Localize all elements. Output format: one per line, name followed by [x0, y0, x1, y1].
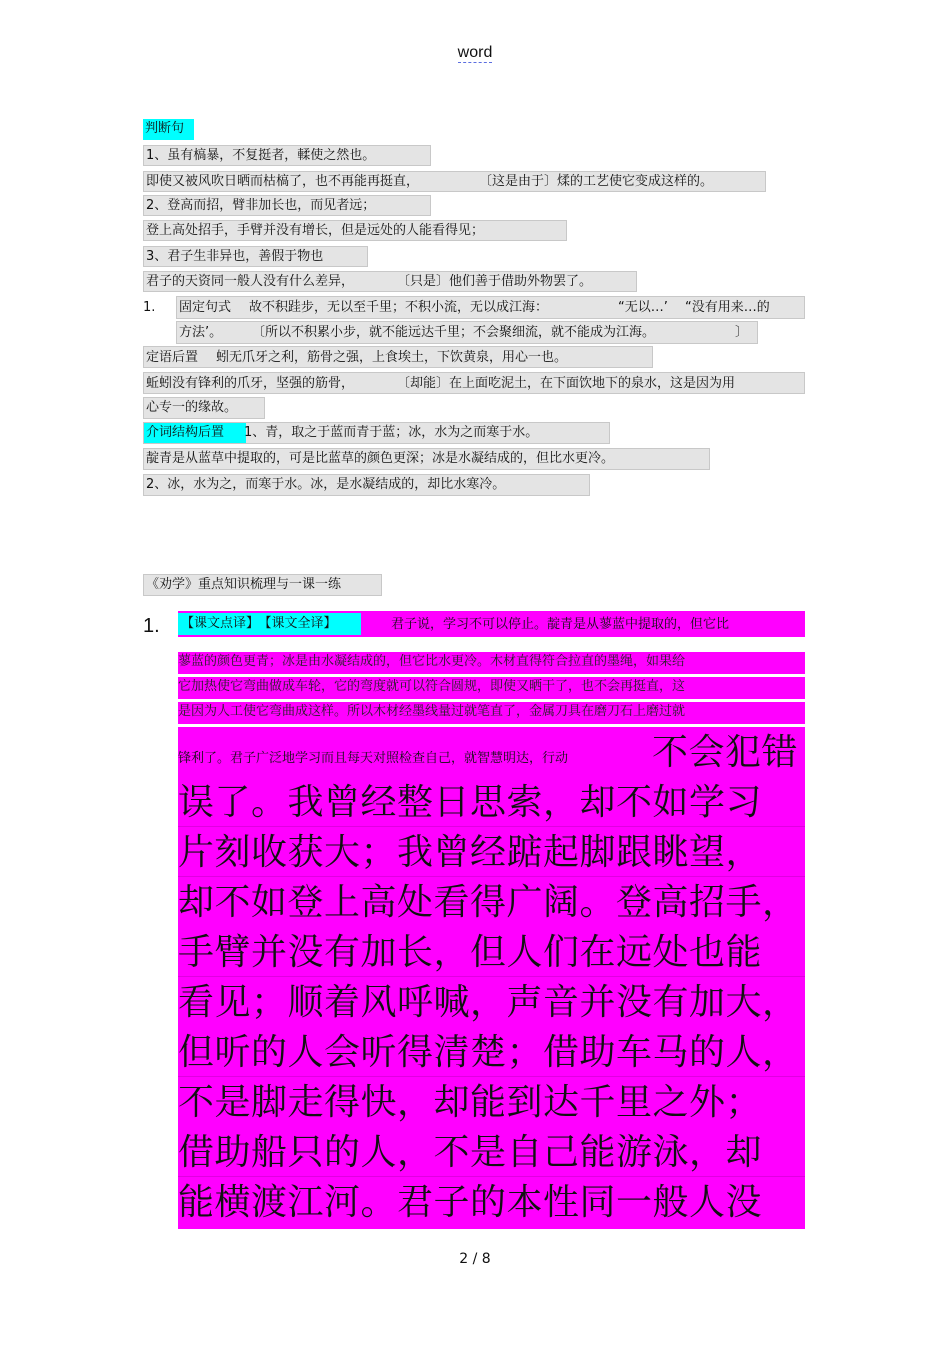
translation-line [143, 271, 637, 292]
section-title: 《劝学》重点知识梳理与一课一练 [143, 574, 382, 596]
tag-annotation: 【课文点译】 [181, 616, 260, 631]
translation-line: 心专一的缘故。 [143, 397, 265, 419]
page-header [0, 44, 950, 62]
translation-text: 蚯蚓没有锋利的爪牙，坚强的筋骨， [146, 376, 355, 391]
pattern-text: 故不积跬步，无以至千里；不积小流，无以成江海： [249, 300, 549, 315]
example-line: 2、冰，水为之，而寒于水。冰，是水凝结成的，却比水寒冷。 [143, 474, 590, 496]
large-line: 误了。我曾经整日思索，却不如学习 [178, 782, 763, 823]
example-line: 2、登高而招，臂非加长也，而见者远； [143, 195, 431, 216]
pattern-text: 方法’。 [179, 325, 223, 340]
pattern-text: “无以…’ [618, 300, 668, 315]
large-text-block [178, 777, 805, 1229]
translation-line [143, 372, 805, 394]
pattern-text: “没有用来…的 [685, 300, 770, 315]
paragraph-line: 锋利了。君子广泛地学习而且每天对照检查自己，就智慧明达，行动 [178, 751, 569, 766]
translation-text: 〔这是由于〕煣的工艺使它变成这样的。 [479, 174, 714, 189]
paragraph-line-large: 不会犯错 [652, 732, 799, 773]
translation-line: 靛青是从蓝草中提取的，可是比蓝草的颜色更深；冰是水凝结成的，但比水更冷。 [143, 448, 710, 470]
example-text: 1、青，取之于蓝而青于蓝；冰，水为之而寒于水。 [244, 425, 539, 440]
large-line: 片刻收获大；我曾经踮起脚跟眺望， [178, 832, 763, 873]
paragraph-line: 君子说，学习不可以停止。靛青是从蓼蓝中提取的，但它比 [391, 617, 730, 632]
large-line: 借助船只的人，不是自己能游泳，却 [178, 1132, 763, 1173]
large-line: 能横渡江河。君子的本性同一般人没 [178, 1182, 763, 1223]
pattern-label: 固定句式 [179, 300, 232, 315]
preposition-line [143, 422, 610, 444]
fixed-pattern-line [176, 296, 805, 319]
translation-text: 即使又被风吹日晒而枯槁了，也不再能再挺直， [146, 174, 420, 189]
large-line: 却不如登上高处看得广阔。登高招手， [178, 882, 799, 923]
paragraph-line: 它加热使它弯曲做成车轮，它的弯度就可以符合圆规，即使又晒干了，也不会再挺直，这 [178, 677, 805, 699]
tag-bar [178, 613, 361, 635]
translation-text: 〔只是〕他们善于借助外物罢了。 [397, 274, 593, 289]
large-line: 看见；顺着风呼喊，声音并没有加大， [178, 982, 799, 1023]
fixed-pattern-line [176, 321, 758, 344]
pattern-text: 〕 [735, 325, 749, 340]
section-heading-preposition: 介词结构后置 [144, 423, 246, 443]
list-number: 1. [143, 300, 156, 315]
large-line: 手臂并没有加长，但人们在远处也能 [178, 932, 763, 973]
tag-full-translation: 【课文全译】 [265, 616, 337, 631]
large-line: 不是脚走得快，却能到达千里之外； [178, 1082, 763, 1123]
translation-line [143, 171, 766, 192]
pattern-text: 蚓无爪牙之利，筋骨之强，上食埃土，下饮黄泉，用心一也。 [216, 350, 568, 365]
paragraph-line: 蓼蓝的颜色更青；冰是由水凝结成的，但它比水更冷。木材直得符合拉直的墨绳，如果给 [178, 652, 805, 674]
translation-text: 君子的天资同一般人没有什么差异， [146, 274, 355, 289]
example-line: 3、君子生非异也，善假于物也 [143, 246, 368, 267]
paragraph-line: 是因为人工使它弯曲成这样。所以木材经墨线量过就笔直了，金属刀具在磨刀石上磨过就 [178, 702, 805, 724]
page-number: 2 / 8 [459, 1251, 491, 1267]
translation-block [178, 611, 805, 637]
example-line: 1、虽有槁暴，不复挺者，輮使之然也。 [143, 145, 431, 166]
header-title: word [457, 44, 493, 61]
paragraph-line-mixed [178, 727, 805, 777]
attributive-line [143, 346, 653, 368]
section-heading-judgment: 判断句 [143, 119, 194, 140]
translation-text: 〔却能〕在上面吃泥土，在下面饮地下的泉水，这是因为用 [397, 376, 736, 391]
list-number: 1. [143, 615, 160, 637]
large-line: 但听的人会听得清楚；借助车马的人， [178, 1032, 799, 1073]
pattern-text: 〔所以不积累小步，就不能远达千里；不会聚细流，就不能成为江海。 [252, 325, 656, 340]
pattern-label: 定语后置 [146, 350, 199, 365]
translation-line: 登上高处招手，手臂并没有增长，但是远处的人能看得见； [143, 220, 567, 241]
